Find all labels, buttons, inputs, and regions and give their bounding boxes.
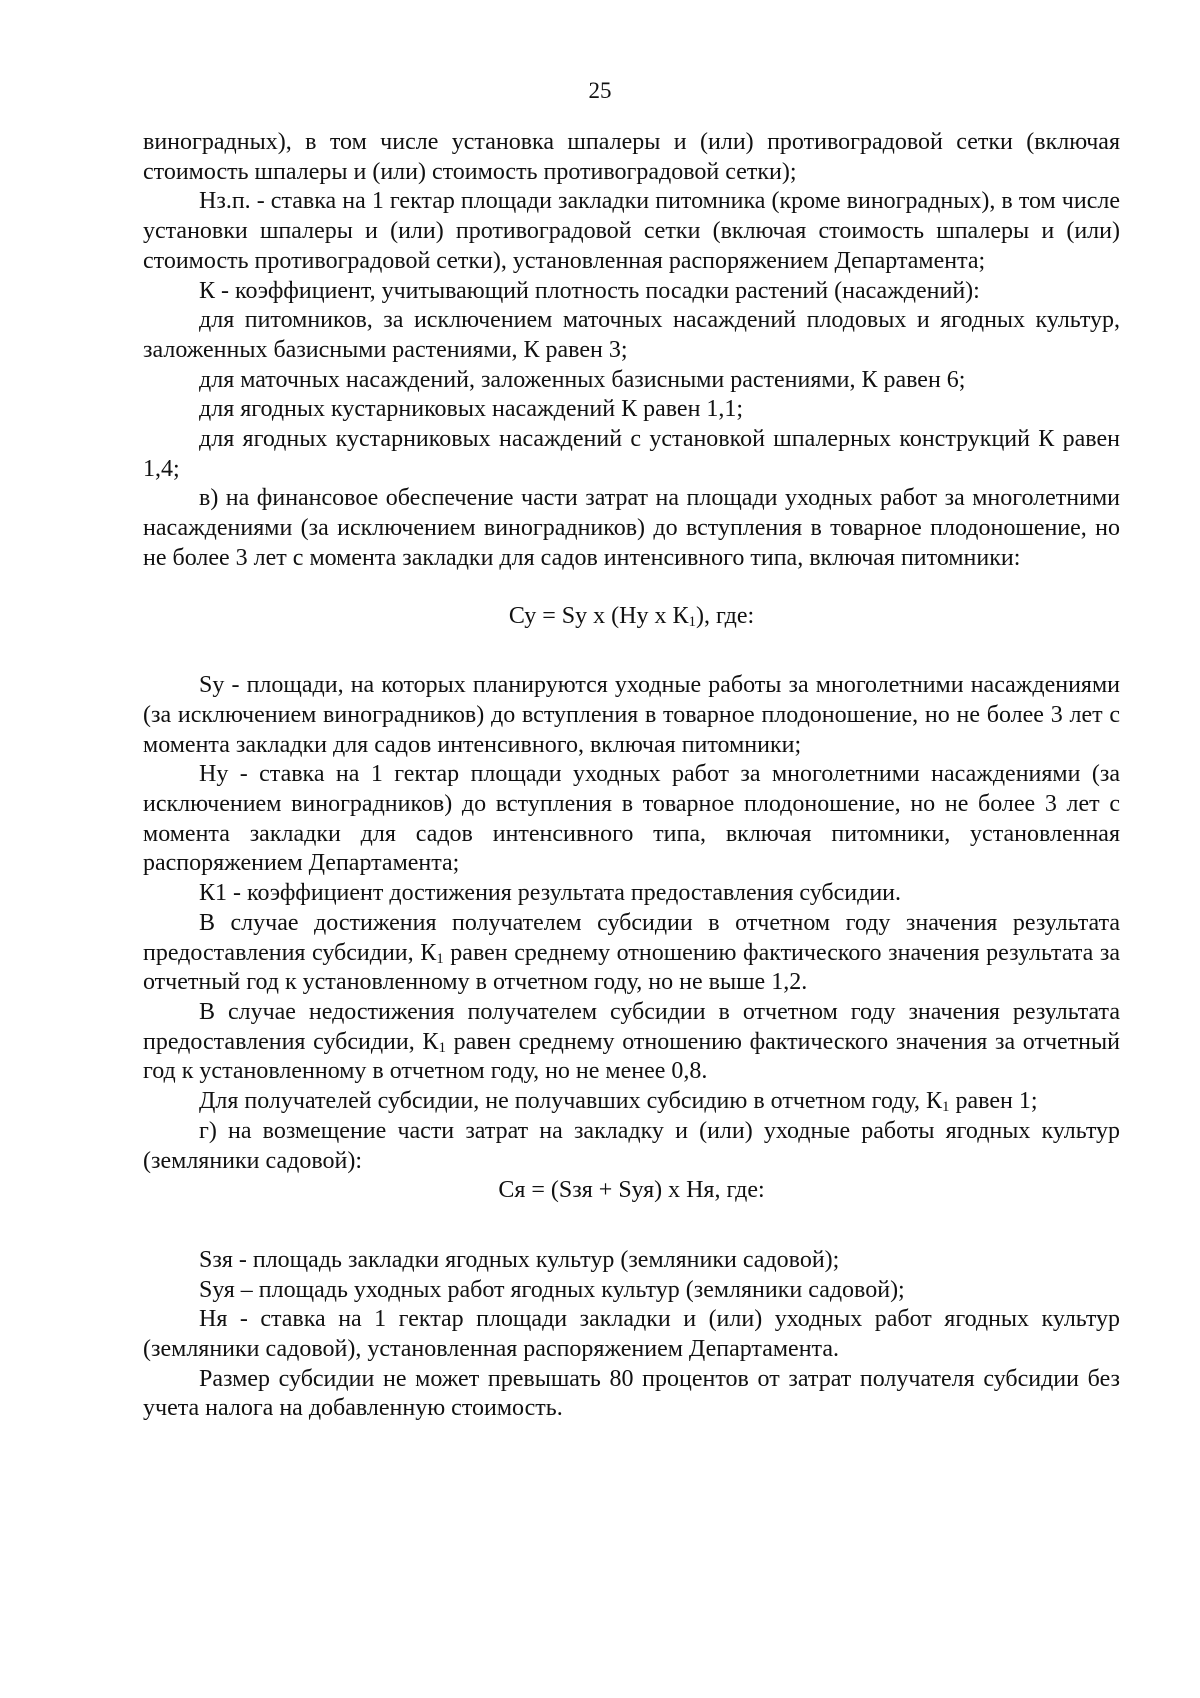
paragraph-k1-definition: К1 - коэффициент достижения результата предоставления субсидии. — [199, 880, 901, 907]
paragraph-continuation: виноградных), в том числе установка шпалеры и (или) противоградовой сетки (включая стоимость шпалеры и (или) стоимость противоградовой сетки); — [143, 129, 1120, 185]
paragraph-sza-definition: Sзя - площадь закладки ягодных культур (земляники садовой); — [199, 1246, 840, 1273]
formula-su-main: Су = Sу х (Ну х К — [508, 602, 689, 629]
subscript: 1 — [436, 950, 444, 967]
text-fragment: В случае недостижения получателем субсидии в отчетном году значения результата предоставления субсидии, К — [143, 998, 1120, 1055]
subscript: 1 — [941, 1099, 950, 1116]
paragraph-nya-definition: Ня - ставка на 1 гектар площади закладки и (или) уходных работ ягодных культур (земляники садовой), установленная распоряжением Департамента. — [143, 1306, 1120, 1363]
subscript: 1 — [438, 1039, 446, 1056]
text-fragment: Для получателей субсидии, не получавших субсидию в отчетном году, К — [199, 1088, 942, 1115]
page-number: 25 — [588, 78, 612, 103]
spacer — [143, 631, 1120, 671]
paragraph-nu-definition: Ну - ставка на 1 гектар площади уходных работ за многолетними насаждениями (за исключением виноградников) до вступления в товарное плодоношение, но не более 3 лет с момента закладки для садов интенсивного типа, включая питомники, установленная распоряжением Департамента; — [143, 761, 1120, 877]
paragraph-k1-not-achieved — [143, 998, 1120, 1087]
text-fragment: равен среднему отношению фактического значения за отчетный год к установленному в отчетном году, но не менее 0,8. — [143, 1028, 1120, 1085]
paragraph-item-v: в) на финансовое обеспечение части затрат на площади уходных работ за многолетними насаждениями (за исключением виноградников) до вступления в товарное плодоношение, но не более 3 лет с момента закладки для садов интенсивного типа, включая питомники: — [143, 485, 1120, 571]
text-fragment: В случае достижения получателем субсидии в отчетном году значения результата предоставления субсидии, К — [143, 909, 1120, 966]
paragraph-su-definition: Sу - площади, на которых планируются уходные работы за многолетними насаждениями (за исключением виноградников) до вступления в товарное плодоношение, но не более 3 лет с момента закладки для садов интенсивного, включая питомники; — [143, 672, 1120, 758]
paragraph-k1-achieved — [143, 909, 1120, 998]
paragraph-sua-definition: Sуя – площадь уходных работ ягодных культур (земляники садовой); — [199, 1276, 905, 1303]
paragraph-k-mother-plantings: для маточных насаждений, заложенных базисными растениями, К равен 6; — [199, 366, 966, 393]
paragraph-item-g: г) на возмещение части затрат на закладку и (или) уходные работы ягодных культур (земляники садовой): — [143, 1117, 1120, 1174]
paragraph-k-definition: К - коэффициент, учитывающий плотность посадки растений (насаждений): — [199, 277, 980, 304]
formula-sya: Ся = (Sзя + Sуя) х Ня, где: — [498, 1177, 765, 1204]
paragraph-k-berry-shrubs: для ягодных кустарниковых насаждений К равен 1,1; — [199, 396, 744, 423]
spacer — [143, 574, 1120, 602]
document-body — [143, 128, 1120, 1424]
paragraph-k-nurseries: для питомников, за исключением маточных насаждений плодовых и ягодных культур, заложенных базисными растениями, К равен 3; — [143, 307, 1120, 363]
formula-su-tail: ), где: — [695, 602, 755, 629]
paragraph-subsidy-limit: Размер субсидии не может превышать 80 процентов от затрат получателя субсидии без учета налога на добавленную стоимость. — [143, 1365, 1120, 1422]
spacer — [143, 1206, 1120, 1246]
paragraph-k1-new-recipients — [143, 1087, 1120, 1117]
text-fragment: равен 1; — [949, 1088, 1038, 1115]
paragraph-k-trellis: для ягодных кустарниковых насаждений с установкой шпалерных конструкций К равен 1,4; — [143, 426, 1120, 482]
formula-su — [143, 602, 1120, 632]
text-fragment: равен среднему отношению фактического значения результата за отчетный год к установленному в отчетном году, но не выше 1,2. — [143, 939, 1121, 996]
formula-su-subscript: 1 — [688, 613, 696, 630]
paragraph-nzp-definition: Нз.п. - ставка на 1 гектар площади закладки питомника (кроме виноградных), в том числе установки шпалеры и (или) противоградовой сетки (включая стоимость шпалеры и (или) стоимость противоградовой сетки), установленная распоряжением Департамента; — [143, 188, 1120, 274]
